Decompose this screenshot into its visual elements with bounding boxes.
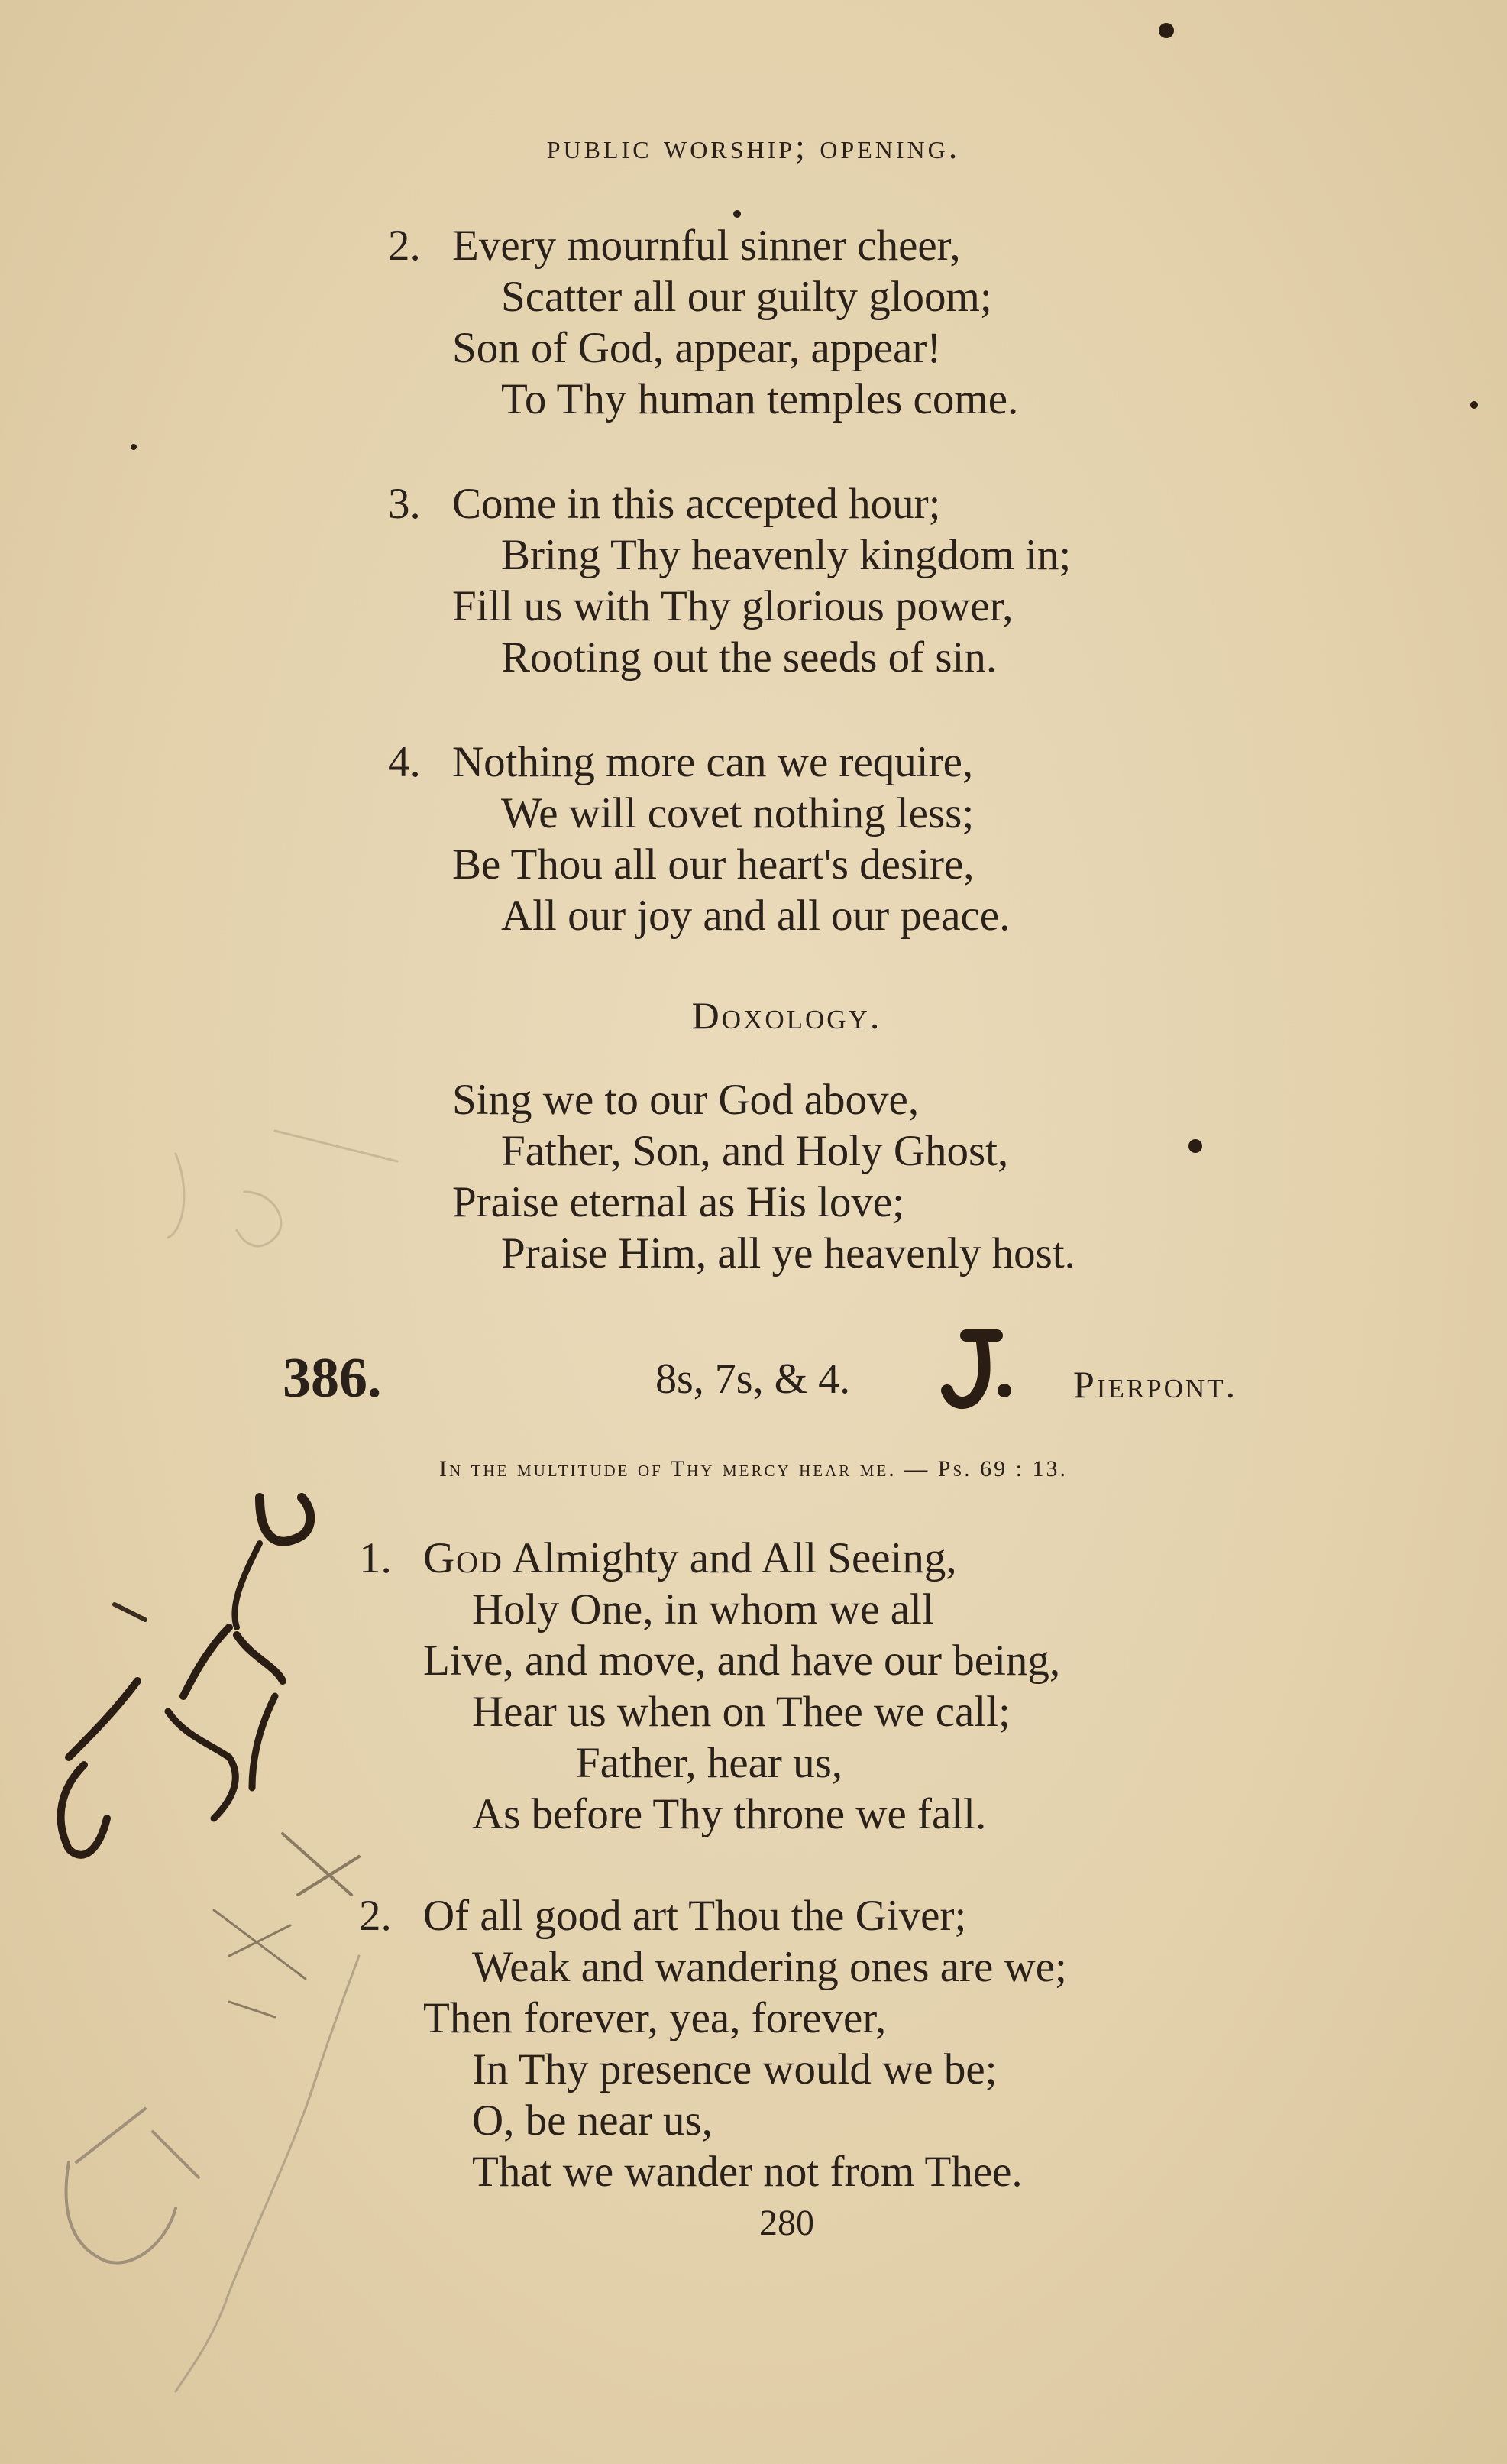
stanza-number: 3. xyxy=(388,480,421,528)
verse-line: Be Thou all our heart's desire, xyxy=(452,840,975,889)
verse-line: That we wander not from Thee. xyxy=(472,2148,1023,2196)
verse-line: Of all good art Thou the Giver; xyxy=(423,1892,967,1940)
verse-line: Fill us with Thy glorious power, xyxy=(452,582,1014,630)
hymn-stanza-1 xyxy=(359,1533,1060,1840)
verse-line: All our joy and all our peace. xyxy=(501,892,1011,940)
verse-line: God Almighty and All Seeing, xyxy=(423,1534,957,1582)
verse-line: Holy One, in whom we all xyxy=(472,1585,934,1633)
verse-line: Praise Him, all ye heavenly host. xyxy=(501,1229,1075,1277)
verse-line: O, be near us, xyxy=(472,2097,713,2145)
verse-line: Hear us when on Thee we call; xyxy=(472,1688,1011,1736)
hymn-number: 386. xyxy=(283,1347,382,1410)
verse-line: Scatter all our guilty gloom; xyxy=(501,273,992,321)
stanza-number: 1. xyxy=(359,1534,392,1582)
verse-line: Every mournful sinner cheer, xyxy=(452,222,961,270)
stanza-3 xyxy=(388,478,1071,683)
verse-line: Come in this accepted hour; xyxy=(452,480,941,528)
verse-line: Weak and wandering ones are we; xyxy=(472,1943,1067,1991)
verse-line: Praise eternal as His love; xyxy=(452,1178,904,1226)
stanza-2 xyxy=(388,220,1018,425)
verse-line: In Thy presence would we be; xyxy=(472,2045,998,2093)
hymn-stanza-2 xyxy=(359,1890,1067,2197)
doxology-title: Doxology. xyxy=(691,994,882,1037)
stanza-4 xyxy=(388,737,1010,941)
verse-line: Bring Thy heavenly kingdom in; xyxy=(501,531,1072,579)
verse-line: Father, hear us, xyxy=(576,1739,843,1787)
verse-line: To Thy human temples come. xyxy=(501,375,1019,423)
hymn-composer: Pierpont. xyxy=(1073,1363,1238,1406)
verse-line: Live, and move, and have our being, xyxy=(423,1637,1061,1685)
verse-line: Sing we to our God above, xyxy=(452,1076,920,1124)
verse-line: We will covet nothing less; xyxy=(501,789,975,837)
stanza-number: 2. xyxy=(388,222,421,270)
first-word: God xyxy=(423,1534,503,1582)
hymn-meter: 8s, 7s, & 4. xyxy=(655,1355,851,1403)
page-number: 280 xyxy=(759,2203,814,2243)
verse-line: Nothing more can we require, xyxy=(452,738,974,786)
scripture-epigraph: In the multitude of Thy mercy hear me. — Ps. 69 : 13. xyxy=(438,1456,1069,1481)
handwritten-j-mark xyxy=(947,1336,997,1403)
ink-blot xyxy=(998,1384,1011,1397)
running-head: public worship; opening. xyxy=(546,127,961,166)
doxology xyxy=(452,1074,1075,1279)
verse-line: Rooting out the seeds of sin. xyxy=(501,633,998,682)
verse-line: Then forever, yea, forever, xyxy=(423,1994,887,2042)
stanza-number: 4. xyxy=(388,738,421,786)
margin-flourish xyxy=(260,1498,310,1542)
verse-line: Son of God, appear, appear! xyxy=(452,324,942,372)
verse-line: As before Thy throne we fall. xyxy=(472,1790,987,1838)
stanza-number: 2. xyxy=(359,1892,392,1940)
verse-line: Father, Son, and Holy Ghost, xyxy=(501,1127,1009,1175)
